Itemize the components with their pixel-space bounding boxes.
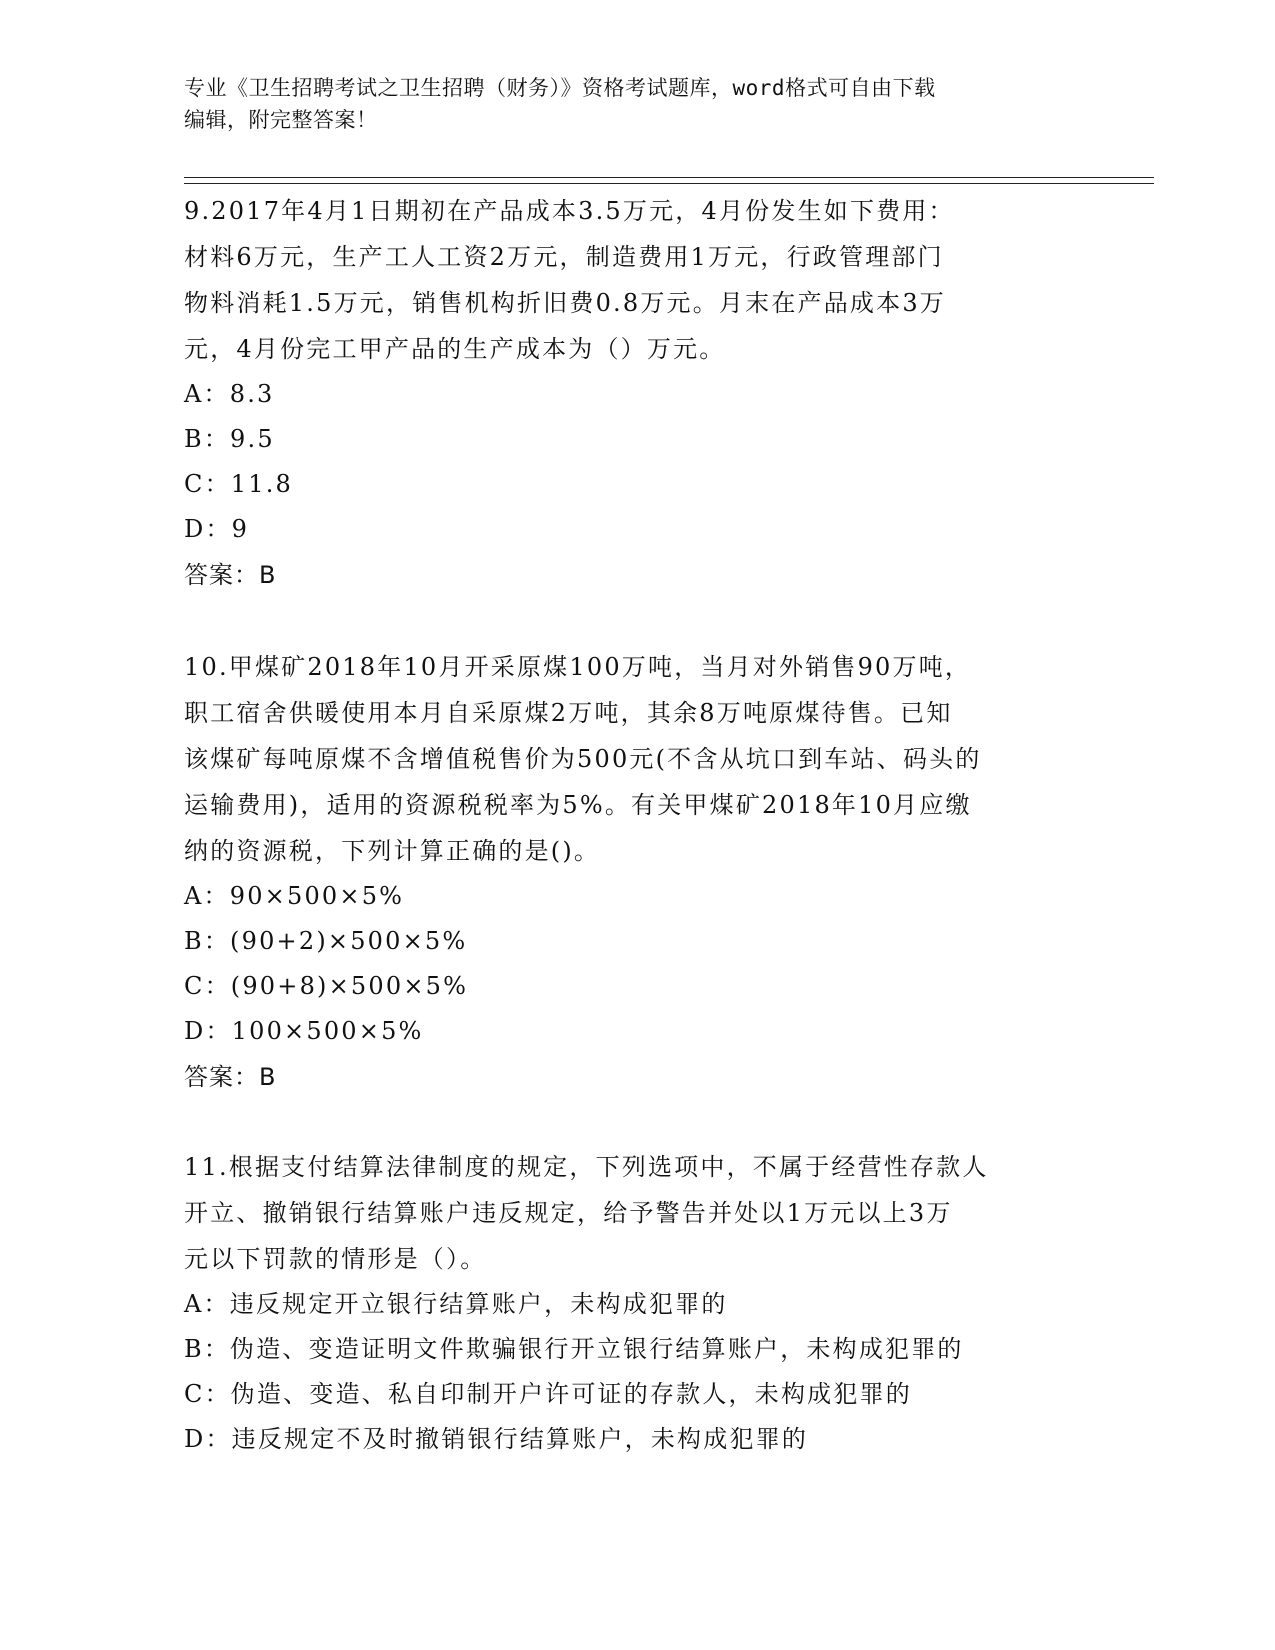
option-c: C：(90+8)×500×5% xyxy=(184,972,469,1000)
question-9 xyxy=(184,188,1084,598)
question-10 xyxy=(184,644,1084,1100)
question-11 xyxy=(184,1144,1084,1462)
option-c: C：11.8 xyxy=(184,470,294,498)
document-header xyxy=(184,72,1074,136)
question-text-line: 元，4月份完工甲产品的生产成本为（）万元。 xyxy=(184,335,726,363)
option-c: C：伪造、变造、私自印制开户许可证的存款人，未构成犯罪的 xyxy=(184,1380,912,1408)
question-text-line: 材料6万元，生产工人工资2万元，制造费用1万元，行政管理部门 xyxy=(184,243,944,271)
question-text-line: 元以下罚款的情形是（）。 xyxy=(184,1245,487,1273)
question-text-line: 10.甲煤矿2018年10月开采原煤100万吨，当月对外销售90万吨， xyxy=(184,653,972,681)
header-line: 编辑，附完整答案！ xyxy=(184,108,378,132)
question-text-line: 该煤矿每吨原煤不含增值税售价为500元(不含从坑口到车站、码头的 xyxy=(184,745,982,773)
option-b: B：9.5 xyxy=(184,425,275,453)
question-text-line: 物料消耗1.5万元，销售机构折旧费0.8万元。月末在产品成本3万 xyxy=(184,289,947,317)
header-divider xyxy=(184,183,1154,184)
option-b: B：(90+2)×500×5% xyxy=(184,927,468,955)
question-text-line: 运输费用)，适用的资源税税率为5%。有关甲煤矿2018年10月应缴 xyxy=(184,791,972,819)
option-a: A：违反规定开立银行结算账户，未构成犯罪的 xyxy=(184,1290,728,1318)
option-a: A：8.3 xyxy=(184,380,275,408)
question-text-line: 11.根据支付结算法律制度的规定，下列选项中，不属于经营性存款人 xyxy=(184,1153,989,1181)
answer-line: 答案：B xyxy=(184,561,277,589)
question-text-line: 开立、撤销银行结算账户违反规定，给予警告并处以1万元以上3万 xyxy=(184,1199,953,1227)
question-text-line: 9.2017年4月1日期初在产品成本3.5万元，4月份发生如下费用： xyxy=(184,197,955,225)
question-text-line: 职工宿舍供暖使用本月自采原煤2万吨，其余8万吨原煤待售。已知 xyxy=(184,699,953,727)
option-d: D：100×500×5% xyxy=(184,1017,424,1045)
header-line: 专业《卫生招聘考试之卫生招聘（财务）》资格考试题库，word格式可自由下载 xyxy=(184,76,936,100)
header-divider xyxy=(184,177,1154,178)
question-text-line: 纳的资源税，下列计算正确的是()。 xyxy=(184,837,601,865)
option-a: A：90×500×5% xyxy=(184,882,405,910)
option-d: D：违反规定不及时撤销银行结算账户，未构成犯罪的 xyxy=(184,1425,809,1453)
option-d: D：9 xyxy=(184,515,250,543)
option-b: B：伪造、变造证明文件欺骗银行开立银行结算账户，未构成犯罪的 xyxy=(184,1335,964,1363)
answer-line: 答案：B xyxy=(184,1063,277,1091)
